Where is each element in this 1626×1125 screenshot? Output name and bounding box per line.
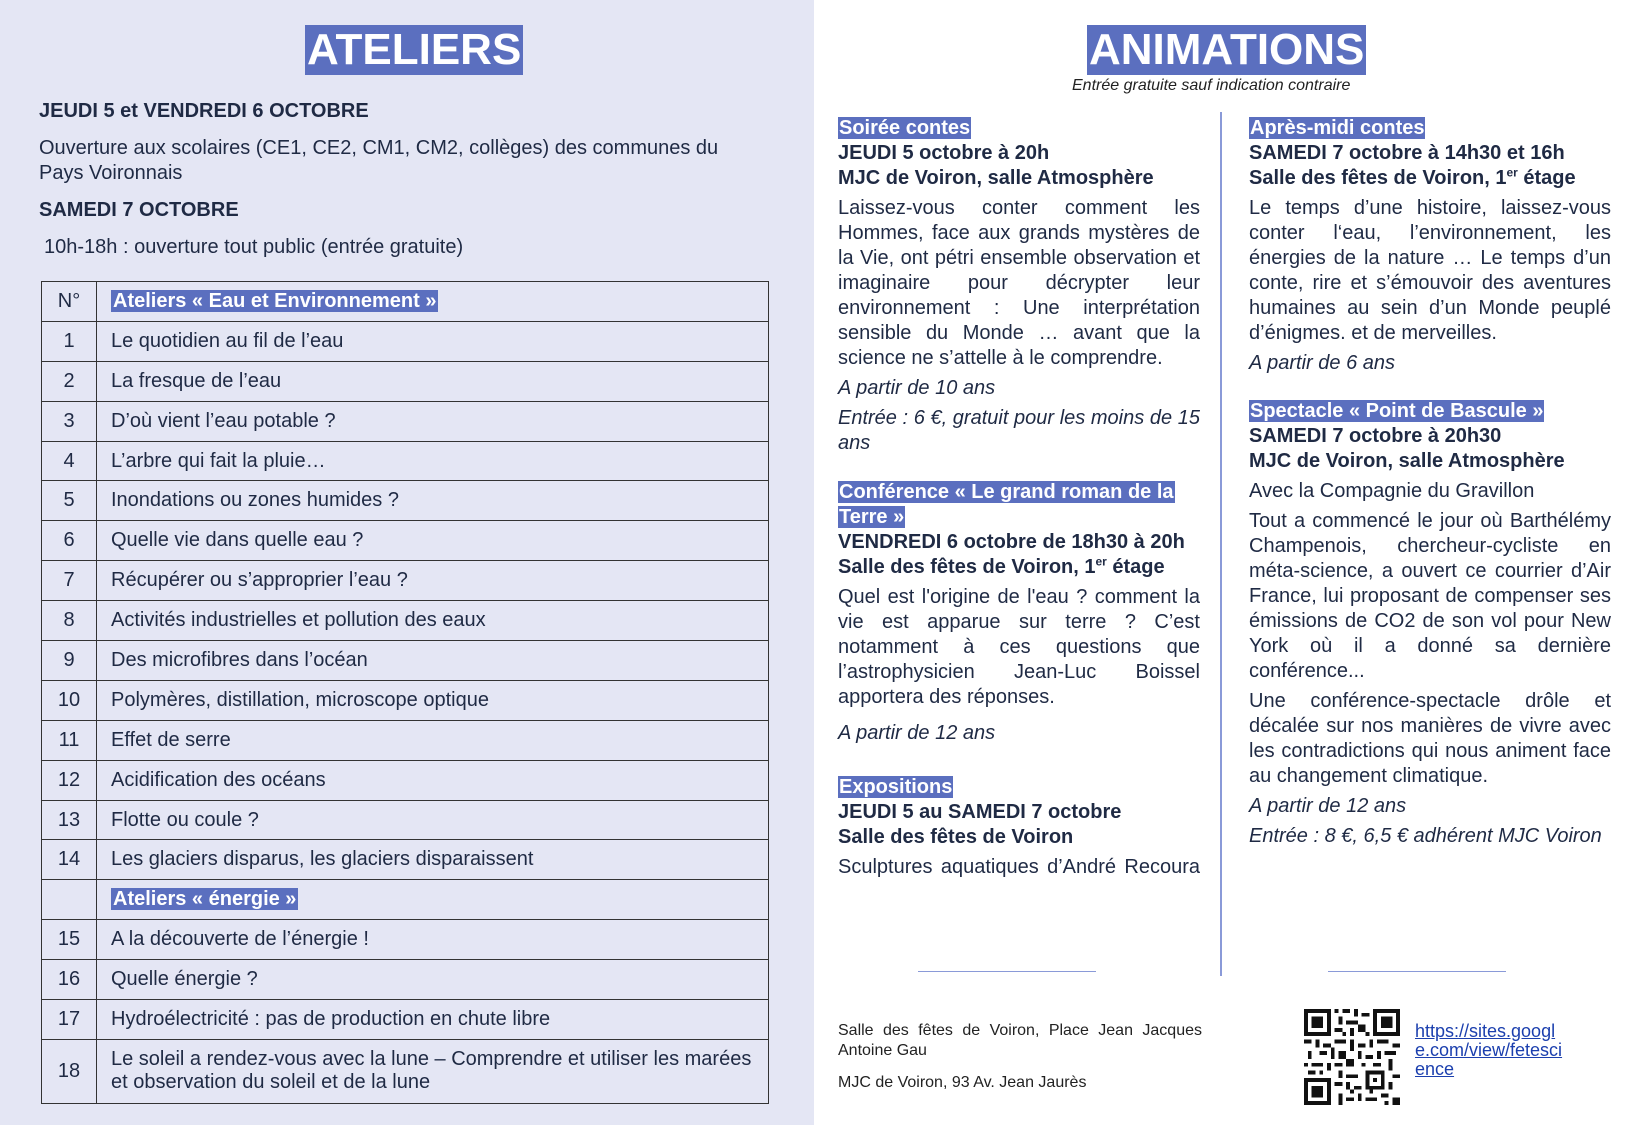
atelier-number: 14 — [42, 840, 97, 880]
apres-midi-contes-title: Après-midi contes — [1250, 117, 1425, 139]
table-row — [42, 521, 769, 561]
qr-code-icon — [1304, 1009, 1400, 1105]
spectacle-company: Avec la Compagnie du Gravillon — [1249, 480, 1535, 502]
spectacle-place: MJC de Voiron, salle Atmosphère — [1249, 450, 1565, 472]
soiree-contes-price: Entrée : 6 €, gratuit pour les moins de 15 ans — [838, 407, 1200, 454]
atelier-number: 10 — [42, 680, 97, 720]
conference-date: VENDREDI 6 octobre de 18h30 à 20h — [838, 531, 1185, 553]
expositions-date: JEUDI 5 au SAMEDI 7 octobre — [838, 801, 1122, 823]
table-row — [42, 760, 769, 800]
section-energie-row — [42, 880, 769, 920]
animations-subtitle: Entrée gratuite sauf indication contraire — [1072, 77, 1351, 94]
atelier-title: Hydroélectricité : pas de production en chute libre — [97, 1000, 769, 1040]
animations-col-1 — [838, 116, 1200, 880]
apres-midi-contes-desc: Le temps d’une histoire, laissez-vous conter l‘eau, l’environnement, les énergies de la nature … Le temps d’un conte, rire et s’émouvoir des aventures humaines au sein d’un Monde peuplé d’énigmes. et de merveilles. — [1249, 197, 1611, 344]
atelier-number: 12 — [42, 760, 97, 800]
table-row — [42, 641, 769, 681]
atelier-title: La fresque de l’eau — [97, 361, 769, 401]
table-row — [42, 920, 769, 960]
atelier-title: Le soleil a rendez-vous avec la lune – Comprendre et utiliser les marées et observation du soleil et de la lune — [97, 1039, 769, 1103]
separator-right — [1328, 971, 1506, 972]
ateliers-table — [41, 281, 769, 1104]
soiree-contes-place: MJC de Voiron, salle Atmosphère — [838, 167, 1154, 189]
spectacle-title: Spectacle « Point de Bascule » — [1250, 400, 1544, 422]
apres-midi-contes-place: Salle des fêtes de Voiron, 1er étage — [1249, 165, 1576, 189]
atelier-number: 7 — [42, 561, 97, 601]
table-row — [42, 601, 769, 641]
table-row — [42, 321, 769, 361]
col-num-header: N° — [42, 282, 97, 322]
atelier-title: D’où vient l’eau potable ? — [97, 401, 769, 441]
atelier-number: 1 — [42, 321, 97, 361]
expositions-desc-line: Sculptures aquatiques d’André Recoura — [838, 856, 1200, 878]
soiree-contes-desc: Laissez-vous conter comment les Hommes, face aux grands mystères de la Vie, ont pétri ensemble observation et imaginaire pour décrypter leur environnement : Une interprétation sensible du Monde … avant que la science ne s’attelle à le comprendre. — [838, 197, 1200, 369]
apres-midi-contes-age: A partir de 6 ans — [1249, 352, 1396, 374]
column-divider — [1220, 112, 1222, 976]
atelier-number: 8 — [42, 601, 97, 641]
table-row — [42, 1000, 769, 1040]
table-header-row — [42, 282, 769, 322]
separator-left — [918, 971, 1096, 972]
atelier-number: 17 — [42, 1000, 97, 1040]
day2-heading: SAMEDI 7 OCTOBRE — [39, 199, 239, 221]
scolaires-text: Ouverture aux scolaires (CE1, CE2, CM1, CM2, collèges) des communes du Pays Voironnais — [39, 137, 719, 184]
table-row — [42, 481, 769, 521]
soiree-contes-age: A partir de 10 ans — [838, 377, 996, 399]
table-row — [42, 960, 769, 1000]
section-energie-cell — [97, 880, 769, 920]
atelier-number: 11 — [42, 720, 97, 760]
spectacle-date: SAMEDI 7 octobre à 20h30 — [1249, 425, 1502, 447]
table-row — [42, 441, 769, 481]
atelier-title: Des microfibres dans l’océan — [97, 641, 769, 681]
atelier-number: 15 — [42, 920, 97, 960]
day1-heading: JEUDI 5 et VENDREDI 6 OCTOBRE — [39, 100, 369, 122]
table-row — [42, 720, 769, 760]
hours-text: 10h-18h : ouverture tout public (entrée gratuite) — [44, 236, 464, 258]
table-row — [42, 840, 769, 880]
atelier-title: L’arbre qui fait la pluie… — [97, 441, 769, 481]
conference-age: A partir de 12 ans — [838, 722, 996, 744]
atelier-title: Acidification des océans — [97, 760, 769, 800]
table-row — [42, 1039, 769, 1103]
website-link[interactable]: https://sites.google.com/view/fetescience — [1415, 1021, 1563, 1079]
animations-col-2 — [1249, 116, 1611, 849]
table-row — [42, 561, 769, 601]
atelier-title: Le quotidien au fil de l’eau — [97, 321, 769, 361]
table-row — [42, 680, 769, 720]
atelier-number: 5 — [42, 481, 97, 521]
atelier-number: 2 — [42, 361, 97, 401]
atelier-title: Récupérer ou s’approprier l’eau ? — [97, 561, 769, 601]
spectacle-age: A partir de 12 ans — [1249, 795, 1407, 817]
address-salle-des-fetes: Salle des fêtes de Voiron, Place Jean Jacques Antoine Gau — [838, 1022, 1202, 1059]
soiree-contes-date: JEUDI 5 octobre à 20h — [838, 142, 1050, 164]
animations-title: ANIMATIONS — [1089, 25, 1365, 74]
atelier-title: Activités industrielles et pollution des eaux — [97, 601, 769, 641]
atelier-title: Effet de serre — [97, 720, 769, 760]
conference-desc: Quel est l'origine de l'eau ? comment la vie est apparue sur terre ? C’est notamment à ces questions que l’astrophysicien Jean-Luc Boissel apportera des réponses. — [838, 586, 1200, 708]
empty-cell — [42, 880, 97, 920]
atelier-title: A la découverte de l’énergie ! — [97, 920, 769, 960]
atelier-number: 18 — [42, 1039, 97, 1103]
conference-title: Conférence « Le grand roman de la Terre » — [839, 481, 1174, 528]
section-energie-header: Ateliers « énergie » — [113, 888, 297, 911]
section-eau-header: Ateliers « Eau et Environnement » — [113, 289, 437, 312]
table-row — [42, 800, 769, 840]
expositions-place: Salle des fêtes de Voiron — [838, 826, 1074, 848]
atelier-number: 3 — [42, 401, 97, 441]
atelier-title: Quelle énergie ? — [97, 960, 769, 1000]
table-row — [42, 361, 769, 401]
soiree-contes-title: Soirée contes — [839, 117, 971, 139]
spectacle-desc-2: Une conférence-spectacle drôle et décalée sur nos manières de vivre avec les contradictions qui nous animent face au changement climatique. — [1249, 690, 1611, 787]
atelier-title: Quelle vie dans quelle eau ? — [97, 521, 769, 561]
atelier-title: Polymères, distillation, microscope optique — [97, 680, 769, 720]
atelier-number: 9 — [42, 641, 97, 681]
table-row — [42, 401, 769, 441]
expositions-title: Expositions — [839, 776, 953, 798]
spectacle-price: Entrée : 8 €, 6,5 € adhérent MJC Voiron — [1249, 825, 1602, 847]
atelier-number: 6 — [42, 521, 97, 561]
atelier-number: 16 — [42, 960, 97, 1000]
atelier-number: 4 — [42, 441, 97, 481]
atelier-title: Flotte ou coule ? — [97, 800, 769, 840]
apres-midi-contes-date: SAMEDI 7 octobre à 14h30 et 16h — [1249, 142, 1565, 164]
atelier-title: Inondations ou zones humides ? — [97, 481, 769, 521]
atelier-number: 13 — [42, 800, 97, 840]
address-mjc: MJC de Voiron, 93 Av. Jean Jaurès — [838, 1074, 1087, 1091]
ateliers-title: ATELIERS — [307, 25, 522, 74]
spectacle-desc-1: Tout a commencé le jour où Barthélémy Champenois, chercheur-cycliste en méta-science, a ouvert ce courrier d’Air France, lui proposant de compenser ses émissions de CO2 de son vol pour New York où il a donné sa dernière conférence... — [1249, 510, 1611, 682]
conference-place: Salle des fêtes de Voiron, 1er étage — [838, 554, 1165, 578]
atelier-title: Les glaciers disparus, les glaciers disparaissent — [97, 840, 769, 880]
